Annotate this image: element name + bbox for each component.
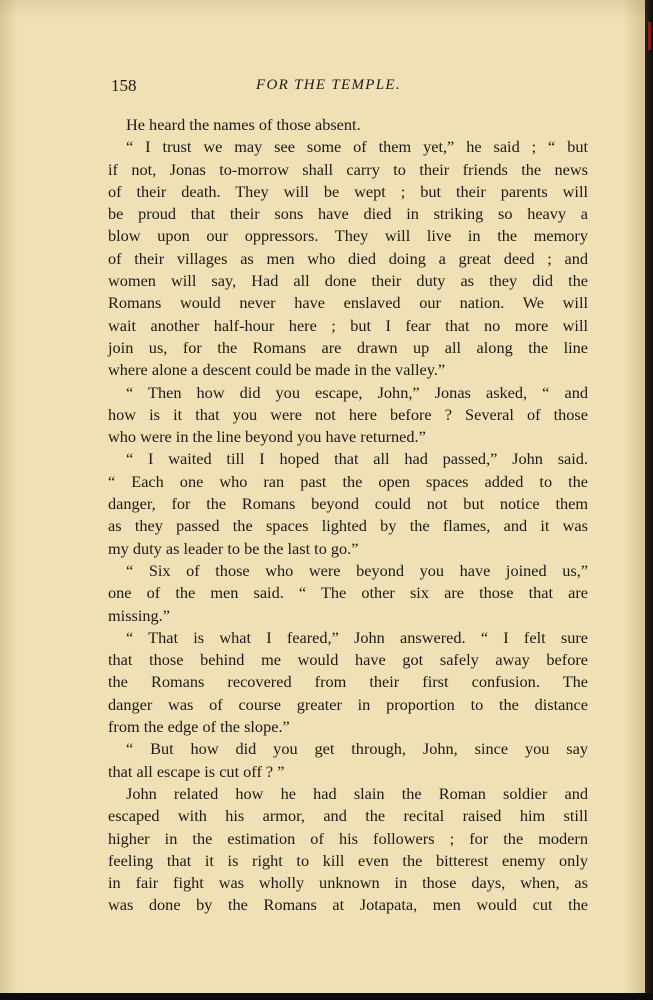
text-line: the Romans recovered from their first confusion. The xyxy=(108,672,588,692)
text-line: “ I trust we may see some of them yet,” he said ; “ but xyxy=(126,137,588,157)
text-line: He heard the names of those absent. xyxy=(126,115,361,134)
text-line: be proud that their sons have died in striking so heavy a xyxy=(108,204,588,224)
text-line: danger was of course greater in proportion to the distance xyxy=(108,694,588,714)
page-number: 158 xyxy=(111,76,137,95)
text-line: my duty as leader to be the last to go.” xyxy=(108,538,359,558)
text-line: “ Each one who ran past the open spaces added to the xyxy=(108,471,588,491)
text-line: “ Six of those who were beyond you have joined us,” xyxy=(126,560,588,580)
text-line: John related how he had slain the Roman soldier and xyxy=(126,783,588,803)
running-head xyxy=(108,76,588,100)
text-line: of their death. They will be wept ; but their parents will xyxy=(108,181,588,201)
text-line: join us, for the Romans are drawn up all along the line xyxy=(108,337,588,357)
text-line: that all escape is cut off ? ” xyxy=(108,761,285,781)
edge-mark xyxy=(648,22,651,50)
text-line: from the edge of the slope.” xyxy=(108,717,290,737)
text-line: blow upon our oppressors. They will live in the memory xyxy=(108,226,588,246)
text-line: of their villages as men who died doing a great deed ; and xyxy=(108,248,588,268)
text-line: how is it that you were not here before ? Several of those xyxy=(108,404,588,424)
text-line: “ Then how did you escape, John,” Jonas asked, “ and xyxy=(126,382,588,402)
body-text xyxy=(108,114,588,917)
text-line: “ I waited till I hoped that all had passed,” John said. xyxy=(126,449,588,469)
text-line: one of the men said. “ The other six are those that are xyxy=(108,583,588,603)
text-line: that those behind me would have got safely away before xyxy=(108,650,588,670)
text-line: as they passed the spaces lighted by the flames, and it was xyxy=(108,516,588,536)
running-title: FOR THE TEMPLE. xyxy=(256,77,401,93)
page-bottom-edge xyxy=(0,993,653,1000)
text-line: if not, Jonas to-morrow shall carry to their friends the news xyxy=(108,159,588,179)
text-line: “ That is what I feared,” John answered. “ I felt sure xyxy=(126,627,588,647)
text-line: higher in the estimation of his followers ; for the modern xyxy=(108,828,588,848)
text-line: escaped with his armor, and the recital raised him still xyxy=(108,806,588,826)
text-line: “ But how did you get through, John, since you say xyxy=(126,739,588,759)
text-line: Romans would never have enslaved our nation. We will xyxy=(108,293,588,313)
text-line: women will say, Had all done their duty as they did the xyxy=(108,271,588,291)
text-line: who were in the line beyond you have returned.” xyxy=(108,427,426,447)
text-line: missing.” xyxy=(108,605,170,625)
page-right-edge xyxy=(645,0,653,1000)
text-line: danger, for the Romans beyond could not but notice them xyxy=(108,494,588,514)
text-line: in fair fight was wholly unknown in those days, when, as xyxy=(108,873,588,893)
text-line: was done by the Romans at Jotapata, men would cut the xyxy=(108,895,588,915)
text-line: where alone a descent could be made in the valley.” xyxy=(108,360,446,380)
text-line: feeling that it is right to kill even the bitterest enemy only xyxy=(108,850,588,870)
text-line: wait another half-hour here ; but I fear that no more will xyxy=(108,315,588,335)
